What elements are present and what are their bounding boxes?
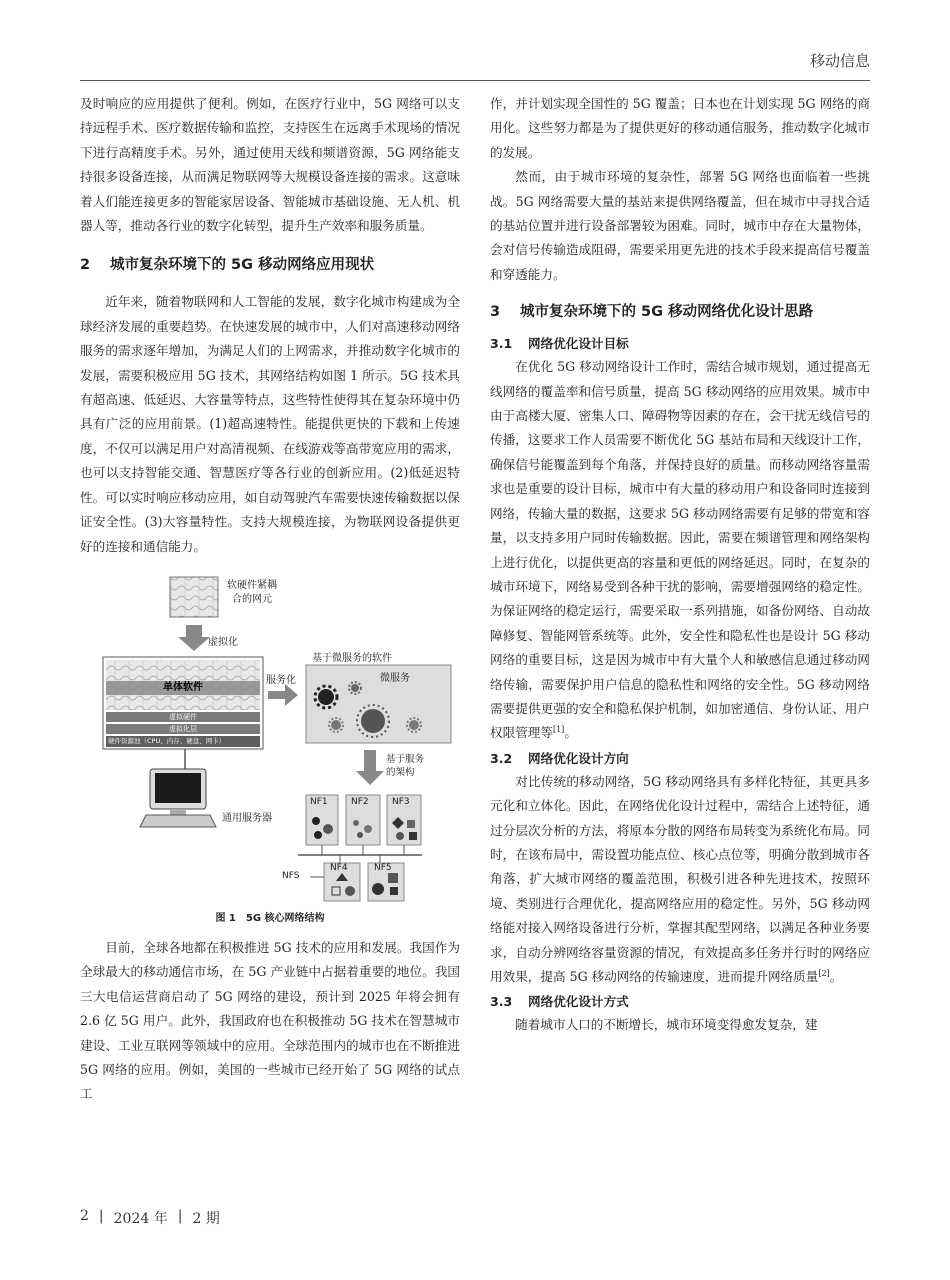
circle-icon (372, 883, 384, 895)
square-icon (390, 887, 398, 895)
paragraph-end: 。 (829, 969, 843, 984)
nf5-label: NF5 (374, 862, 392, 873)
gear-icon (312, 817, 320, 825)
server-label: 通用服务器 (222, 812, 272, 824)
paragraph: 目前，全球各地都在积极推进 5G 技术的应用和发展。我国作为全球最大的移动通信市场，在 5G 产业链中占据着重要的地位。我国三大电信运营商启动了 5G 网络的建设，预计到 2025 年将会拥有 2.6 亿 5G 用户。此外，我国政府也在积极推动 5G 技术在智慧城市建设、工业互联网等领域中的应用。全球范围内的城市也在不断推进 5G 网络的应用。例如，美国的一些城市已经开始了 5G 网络的试点工 (80, 939, 460, 1102)
subsection-number: 3.1 (490, 336, 513, 352)
label-line: 软硬件紧耦 (227, 579, 277, 591)
issue-year: 2024 年 (113, 1211, 168, 1227)
nf3-label: NF3 (392, 796, 410, 807)
hwpool-label: 硬件资源池（CPU、内存、硬盘、网卡） (108, 736, 226, 745)
subsection-heading (490, 991, 870, 1013)
citation: [1] (552, 725, 565, 735)
subsection-title: 网络优化设计方式 (528, 994, 629, 1010)
nfs-label: NFS (282, 870, 300, 881)
circle-icon (396, 832, 404, 840)
square-icon (388, 873, 398, 883)
subsection-title: 网络优化设计目标 (528, 336, 629, 352)
coupled-ne-block (170, 577, 218, 617)
paragraph-end: 。 (564, 725, 577, 741)
subsection-heading (490, 333, 870, 355)
paragraph (490, 355, 870, 746)
section-title: 城市复杂环境下的 5G 移动网络应用现状 (110, 257, 375, 274)
paragraph-text: 对比传统的移动网络，5G 移动网络具有多样化特征，其更具多元化和立体化。因此，在网络优化设计过程中，需结合上述特征，通过分层次分析的方法，将原本分散的网络布局转变为系统化布局。同时，在该布局中，需设置功能点位、核心点位等，明确分散到城市各角落，扩大城市网络的覆盖范围，积极引进各种先进技术，按照环境、类别进行合理优化，提高网络应用的稳定性。另外，5G 移动网络能对接入网络设备进行分析，掌握其配型网络，以满足各种业务要求，自动分辨网络容量资源的情况，有效提高多任务并行时的网络应用效果，提高 5G 移动网络的传输速度，进而提升网络质量 (490, 773, 870, 984)
gear-icon (314, 831, 322, 839)
subsection-number: 3.2 (490, 750, 513, 766)
virtualize-label: 虚拟化 (208, 636, 238, 648)
paragraph: 随着城市人口的不断增长，城市环境变得愈发复杂，建 (515, 1017, 818, 1033)
nf1-label: NF1 (310, 796, 328, 807)
figure-caption: 图 1 5G 核心网络结构 (215, 912, 325, 924)
footer-divider: | (177, 1208, 183, 1224)
server-computer-icon (140, 749, 216, 827)
sun-icon (345, 886, 355, 896)
label-line: 基于服务 (386, 753, 425, 765)
page-number: 2 (80, 1208, 89, 1224)
paragraph: 近年来，随着物联网和人工智能的发展，数字化城市构建成为全球经济发展的重要趋势。在快速发展的城市中，人们对高速移动网络服务的需求逐年增加，为满足人们的上网需求，并推动数字化城市的发展，需要积极应用 5G 技术，其网络结构如图 1 所示。5G 技术具有超高速、低延迟、大容量等特点，这些特性使得其在复杂环境中仍具有广泛的应用前景。(1)超高速特性。能提供更快的下载和上传速度，不仅可以满足用户对高清视频、在线游戏等高带宽应用的需求，也可以支持智能交通、智慧医疗等各行业的创新应用。(2)低延迟特性。可以实时响应移动应用，如自动驾驶汽车需要快速传输数据以保证安全性。(3)大容量特性。支持大规模连接，为物联网设备提供更好的连接和通信能力。 (80, 294, 460, 554)
section-title: 城市复杂环境下的 5G 移动网络优化设计思路 (520, 304, 814, 321)
nf4-label: NF4 (330, 862, 348, 873)
journal-name: 移动信息 (809, 52, 870, 70)
gear-icon (353, 820, 359, 826)
subsection-title: 网络优化设计方向 (528, 750, 629, 766)
label-line: 的架构 (386, 766, 415, 778)
section-heading-2 (80, 252, 460, 278)
nf2-label: NF2 (351, 796, 369, 807)
paragraph (490, 770, 870, 990)
micro-sw-label: 基于微服务的软件 (312, 652, 392, 664)
section-number: 2 (80, 257, 91, 274)
citation: [2] (818, 968, 830, 978)
vlayer-label: 虚拟化层 (169, 724, 197, 733)
issue-number: 2 期 (192, 1211, 220, 1227)
sba-label (386, 753, 424, 779)
gear-icon (364, 825, 372, 833)
subsection-number: 3.3 (490, 994, 513, 1010)
paragraph-text: 在优化 5G 移动网络设计工作时，需结合城市规划，通过提高无线网络的覆盖率和信号质量，提高 5G 移动网络的应用效果。城市中由于高楼大厦、密集人口、障碍物等因素的存在，会干扰无线信号的传播，这要求工作人员需要不断优化 5G 基站布局和天线设计工作，确保信号能覆盖到每个角落，并保持良好的质量。而移动网络容量需求也是重要的设计目标，城市中有大量的移动用户和设备同时连接到网络，传输大量的数据，这要求 5G 移动网络需要有足够的带宽和容量，以支持多用户同时传输数据。因此，需要在频谱管理和网络架构上进行优化，以提供更高的容量和更低的网络延迟。同时，在复杂的城市环境下，网络易受到各种干扰的影响，需要增强网络的稳定性。为保证网络的稳定运行，需要采取一系列措施，如备份网络、自动故障修复、智能网管系统等。此外，安全性和隐私性也是设计 5G 移动网络的重要目标，这是因为城市中有大量个人和敏感信息通过移动网络传输，需要保护用户信息的隐私性和网络的安全性。5G 移动网络需要提供更强的安全和隐私保护机制，如加密通信、身份认证、用户权限管理等 (490, 359, 870, 741)
servicize-label: 服务化 (266, 674, 296, 686)
network-diagram (80, 573, 460, 903)
arrow-right-icon (268, 684, 298, 706)
paragraph: 然而，由于城市环境的复杂性，部署 5G 网络也面临着一些挑战。5G 网络需要大量的基站来提供网络覆盖，但在城市中寻找合适的基站位置并进行设备部署较为困难。同时，城市中存在大量物体，会对信号传输造成阻碍，需要采用更先进的技术手段来提高信号覆盖和穿透能力。 (490, 169, 870, 282)
paragraph: 及时响应的应用提供了便利。例如，在医疗行业中，5G 网络可以支持远程手术、医疗数据传输和监控，支持医生在远离手术现场的情况下进行高精度手术。另外，通过使用天线和频谱资源，5G 网络能支持很多设备连接，从而满足物联网等大规模设备连接的需求。这意味着人们能连接更多的智能家居设备、智能城市基础设施、无人机、机器人等，推动各行业的数字化转型，提升生产效率和服务质量。 (80, 96, 460, 234)
vhw-label: 虚拟硬件 (169, 712, 197, 721)
gear-icon (357, 832, 363, 838)
footer-divider: | (98, 1208, 104, 1224)
sun-icon (323, 824, 333, 834)
header-rule (80, 80, 870, 81)
label-line: 合的网元 (232, 593, 272, 605)
square-icon (409, 832, 417, 840)
micro-label: 微服务 (380, 672, 410, 684)
square-icon (407, 820, 415, 828)
right-column (490, 92, 870, 1038)
monolith-label: 单体软件 (163, 681, 203, 693)
left-column (80, 92, 460, 1107)
page-footer (80, 1208, 220, 1228)
figure-1 (80, 573, 460, 924)
arrow-down-icon (178, 625, 210, 651)
gear-icon (315, 686, 337, 708)
subsection-heading (490, 748, 870, 770)
section-number: 3 (490, 304, 501, 321)
coupled-ne-label (222, 579, 282, 607)
paragraph: 作，并计划实现全国性的 5G 覆盖；日本也在计划实现 5G 网络的商用化。这些努力都是为了提供更好的移动通信服务，推动数字化城市的发展。 (490, 96, 870, 160)
section-heading-3 (490, 299, 870, 325)
arrow-down-icon (356, 750, 384, 785)
